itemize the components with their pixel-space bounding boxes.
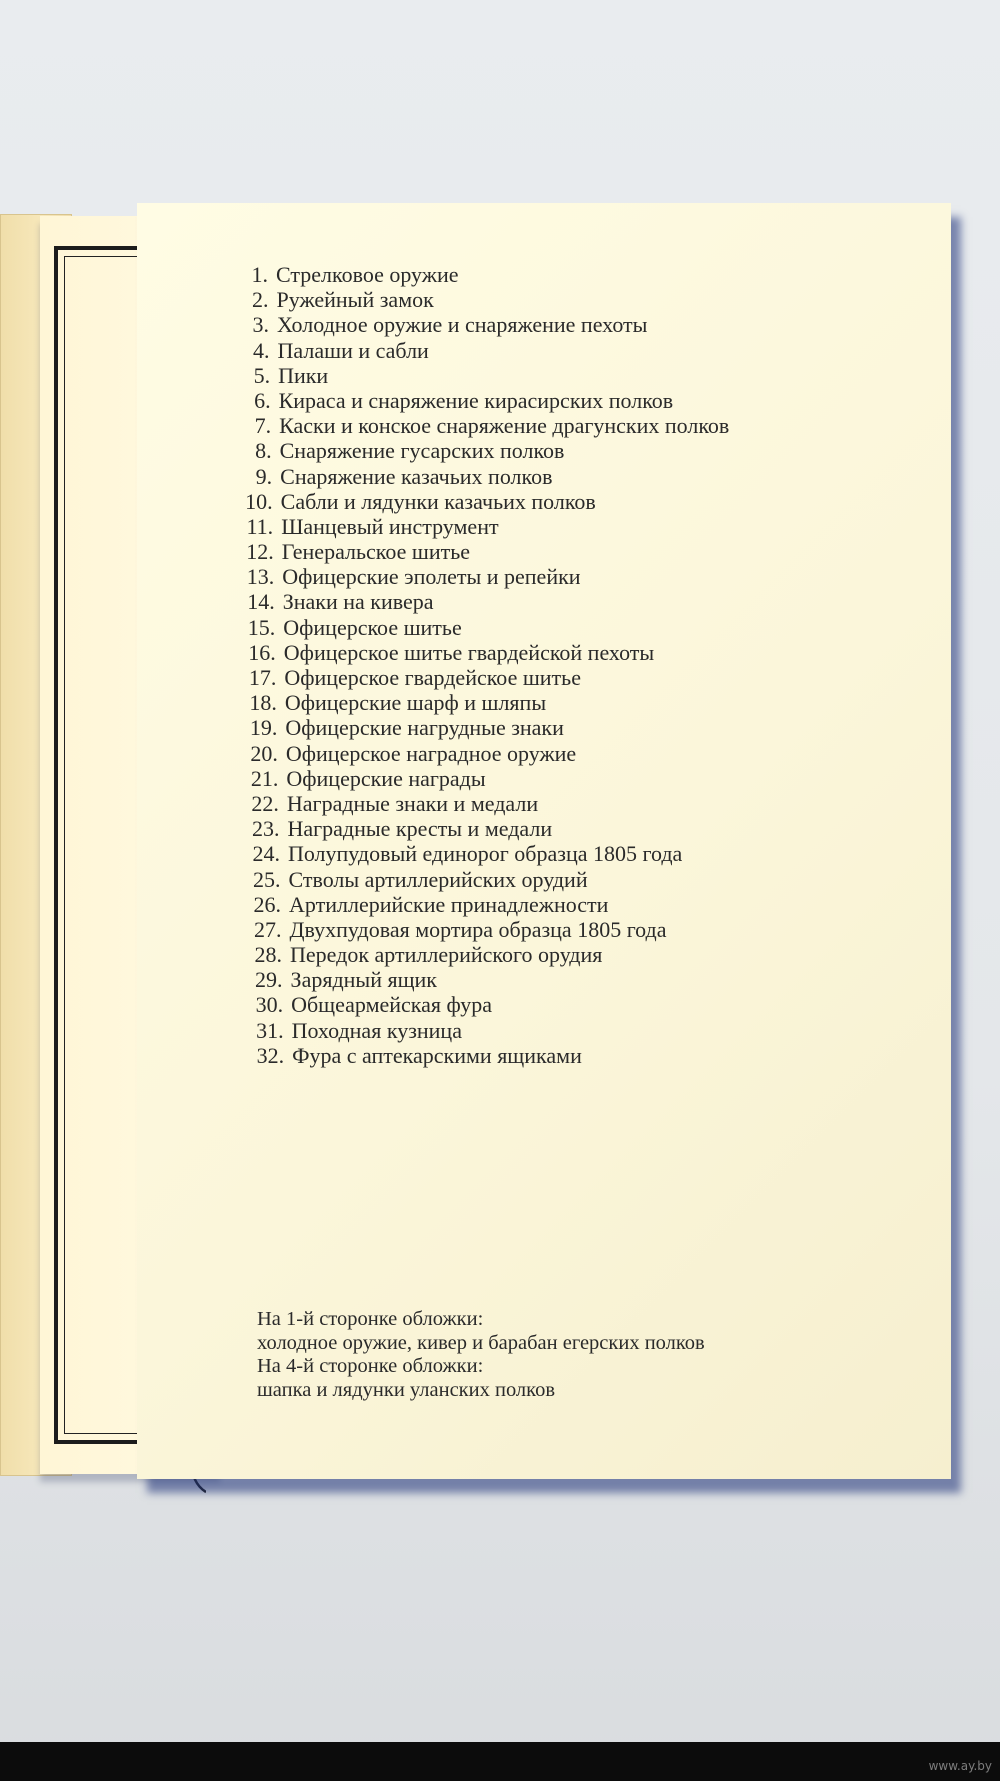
list-item: [230, 615, 729, 640]
list-item: [230, 464, 729, 489]
item-title: Артиллерийские принадлежности: [289, 891, 609, 917]
item-number: 24.: [252, 841, 280, 867]
item-number: 31.: [256, 1017, 284, 1043]
item-title: Каски и конское снаряжение драгунских полков: [279, 413, 730, 439]
item-number: 11.: [246, 513, 274, 539]
item-number: 22.: [251, 790, 279, 816]
list-item: [230, 589, 729, 614]
list-item: [230, 741, 729, 766]
list-item: [230, 892, 729, 917]
list-item: [230, 791, 729, 816]
item-number: 32.: [256, 1042, 285, 1068]
list-item: [230, 287, 729, 312]
list-item: [230, 1018, 729, 1043]
item-number: 3.: [252, 312, 270, 338]
item-title: Генеральское шитье: [281, 539, 471, 565]
list-item: [230, 312, 729, 337]
item-title: Офицерские шарф и шляпы: [284, 690, 547, 716]
item-title: Шанцевый инструмент: [281, 513, 499, 539]
item-number: 5.: [253, 362, 271, 388]
cover-notes: [257, 1308, 705, 1402]
item-title: Офицерское шитье: [283, 614, 462, 640]
list-item: [230, 690, 729, 715]
item-title: Стволы артиллерийских орудий: [288, 866, 588, 892]
item-title: Пики: [278, 362, 329, 388]
item-number: 19.: [249, 715, 278, 741]
item-number: 13.: [246, 564, 275, 590]
contents-list: [230, 262, 729, 1068]
list-item: [230, 489, 729, 514]
list-item: [230, 715, 729, 740]
item-title: Офицерское шитье гвардейской пехоты: [283, 639, 655, 665]
item-number: 28.: [254, 942, 283, 968]
item-title: Офицерские нагрудные знаки: [285, 715, 564, 741]
item-number: 21.: [250, 765, 279, 791]
item-number: 20.: [250, 740, 278, 766]
item-number: 4.: [253, 337, 270, 363]
item-number: 29.: [255, 967, 283, 993]
item-title: Наградные кресты и медали: [287, 816, 553, 842]
back-cover-text: шапка и лядунки уланских полков: [257, 1378, 556, 1401]
item-number: 18.: [249, 690, 277, 716]
item-title: Передок артиллерийского орудия: [290, 942, 603, 968]
item-title: Снаряжение гусарских полков: [279, 438, 565, 464]
item-title: Холодное оружие и снаряжение пехоты: [277, 312, 648, 338]
list-item: [230, 564, 729, 589]
item-number: 30.: [255, 992, 284, 1018]
list-item: [230, 413, 729, 438]
item-title: Сабли и лядунки казачьих полков: [280, 488, 596, 514]
item-title: Знаки на кивера: [282, 589, 434, 615]
list-item: [230, 816, 729, 841]
list-item: [230, 766, 729, 791]
list-item: [230, 665, 729, 690]
list-item: [230, 967, 729, 992]
item-title: Зарядный ящик: [290, 967, 437, 993]
item-title: Фура с аптекарскими ящиками: [292, 1042, 582, 1068]
item-number: 27.: [254, 916, 282, 942]
list-item: [230, 867, 729, 892]
item-title: Кираса и снаряжение кирасирских полков: [278, 387, 674, 413]
item-title: Офицерское гвардейское шитье: [284, 665, 581, 690]
item-number: 1.: [251, 262, 268, 287]
front-cover-text: холодное оружие, кивер и барабан егерских полков: [257, 1331, 705, 1354]
item-number: 12.: [246, 539, 274, 565]
item-title: Офицерское наградное оружие: [285, 740, 577, 766]
item-number: 26.: [253, 891, 281, 917]
list-item: [230, 388, 729, 413]
item-title: Стрелковое оружие: [276, 262, 459, 287]
list-item: [230, 539, 729, 564]
list-item: [230, 992, 729, 1017]
list-item: [230, 942, 729, 967]
item-number: 6.: [254, 387, 271, 413]
item-number: 7.: [254, 413, 272, 439]
bottom-dark-band: [0, 1742, 1000, 1781]
list-item: [230, 514, 729, 539]
item-number: 25.: [252, 866, 281, 892]
item-title: Палаши и сабли: [277, 337, 429, 363]
item-title: Офицерские эполеты и репейки: [282, 564, 581, 590]
item-number: 15.: [247, 614, 276, 640]
item-title: Полупудовый единорог образца 1805 года: [287, 841, 683, 867]
list-item: [230, 917, 729, 942]
item-title: Ружейный замок: [276, 287, 434, 313]
item-number: 14.: [247, 589, 275, 615]
front-cover-label: На 1-й сторонке обложки:: [257, 1308, 484, 1330]
list-item: [230, 438, 729, 463]
item-title: Двухпудовая мортира образца 1805 года: [289, 916, 667, 942]
item-title: Наградные знаки и медали: [286, 790, 539, 816]
item-number: 10.: [245, 488, 273, 514]
list-item: [230, 262, 729, 287]
list-item: [230, 363, 729, 388]
item-number: 16.: [248, 639, 276, 665]
item-number: 2.: [252, 287, 269, 313]
item-number: 17.: [248, 665, 277, 690]
item-title: Общеармейская фура: [291, 992, 492, 1018]
item-number: 23.: [251, 816, 280, 842]
item-title: Снаряжение казачьих полков: [280, 463, 553, 489]
list-item: [230, 1043, 729, 1068]
item-number: 9.: [255, 463, 273, 489]
item-number: 8.: [255, 438, 272, 464]
list-item: [230, 640, 729, 665]
list-item: [230, 841, 729, 866]
list-item: [230, 338, 729, 363]
back-cover-label: На 4-й сторонке обложки:: [257, 1355, 484, 1377]
item-title: Офицерские награды: [286, 765, 486, 791]
item-title: Походная кузница: [291, 1017, 462, 1043]
watermark: www.ay.by: [928, 1759, 992, 1773]
